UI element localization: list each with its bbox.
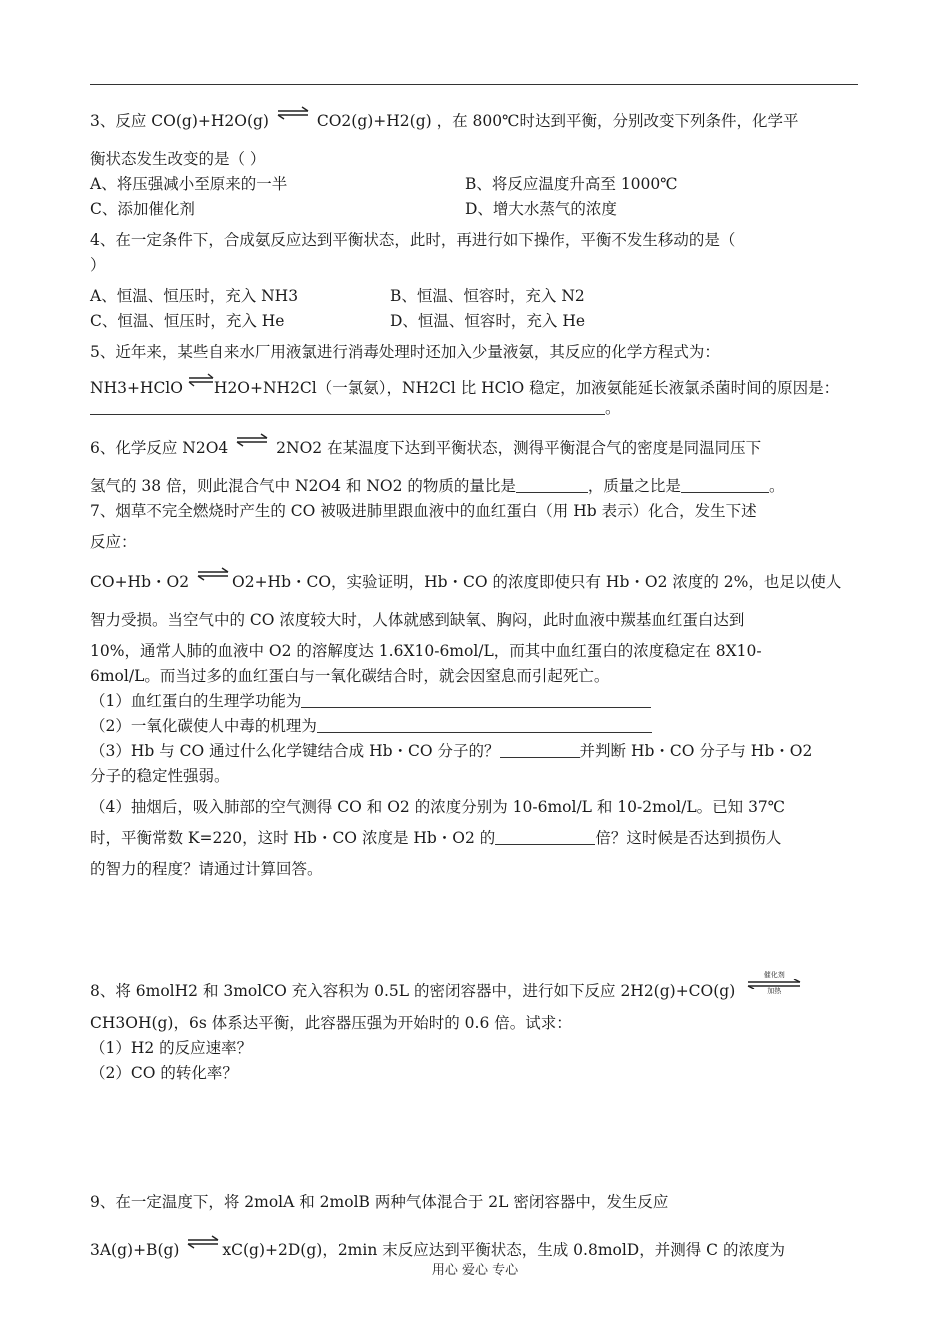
q7-line-2: 反应： bbox=[90, 533, 137, 551]
q3-text-a: 3、反应 CO(g)+H2O(g) bbox=[90, 112, 269, 130]
q6-blank-mass-ratio[interactable] bbox=[681, 474, 769, 493]
q4-line-2: ） bbox=[90, 256, 106, 274]
q3-line-1 bbox=[90, 104, 860, 129]
q8-sub-1: （1）H2 的反应速率？ bbox=[90, 1039, 253, 1057]
q3-options-ab bbox=[90, 172, 860, 197]
q7-sub-3-text-b: 并判断 Hb・CO 分子与 Hb・O2 bbox=[579, 742, 813, 760]
q6-text-b: 2NO2 在某温度下达到平衡状态，测得平衡混合气的密度是同温同压下 bbox=[276, 439, 762, 457]
q4-options-ab bbox=[90, 284, 860, 309]
q5-text-b: H2O+NH2Cl（一氯氨），NH2Cl 比 HClO 稳定，加液氨能延长液氯杀菌时间的原因是： bbox=[213, 379, 840, 397]
equilibrium-arrow-icon bbox=[276, 104, 310, 124]
q7-sub-4-blank[interactable] bbox=[495, 826, 595, 845]
q7-sub-1-blank[interactable] bbox=[301, 689, 651, 708]
q7-sub-3-text-a: （3）Hb 与 CO 通过什么化学键结合成 Hb・CO 分子的？ bbox=[90, 742, 500, 760]
equilibrium-arrow-icon bbox=[196, 565, 230, 585]
q5-line-1: 5、近年来，某些自来水厂用液氯进行消毒处理时还加入少量液氨，其反应的化学方程式为： bbox=[90, 343, 720, 361]
q5-text-a: NH3+HClO bbox=[90, 379, 183, 397]
q7-sub-3-cont: 分子的稳定性强弱。 bbox=[90, 767, 230, 785]
document-content bbox=[90, 104, 860, 1258]
q6-text-e: 。 bbox=[768, 477, 785, 495]
q7-line-6: 6mol/L。而当过多的血红蛋白与一氧化碳结合时，就会因窒息而引起死亡。 bbox=[90, 667, 610, 685]
q7-line-5: 10%，通常人肺的血液中 O2 的溶解度达 1.6X10-6mol/L，而其中血红蛋白的浓度稳定在 8X10- bbox=[90, 642, 762, 660]
q3-option-a: A、将压强减小至原来的一半 bbox=[90, 175, 288, 193]
q7-sub-4-cont-2: 的智力的程度？请通过计算回答。 bbox=[90, 860, 323, 878]
q8-line-1 bbox=[90, 968, 860, 1000]
q6-line-2 bbox=[90, 474, 860, 499]
equilibrium-arrow-icon bbox=[186, 1233, 220, 1253]
equilibrium-arrow-icon bbox=[188, 371, 214, 391]
q9-text-a: 3A(g)+B(g) bbox=[90, 1241, 180, 1259]
q3-option-b: B、将反应温度升高至 1000℃ bbox=[465, 175, 678, 193]
q6-text-d: ，质量之比是 bbox=[587, 477, 681, 495]
q7-sub-3 bbox=[90, 739, 860, 764]
q7-sub-4-text-a: 时，平衡常数 K=220，这时 Hb・CO 浓度是 Hb・O2 的 bbox=[90, 829, 496, 847]
q6-text-c: 氢气的 38 倍，则此混合气中 N2O4 和 NO2 的物质的量比是 bbox=[90, 477, 516, 495]
q4-option-a: A、恒温、恒压时，充入 NH3 bbox=[90, 287, 299, 305]
q5-answer-blank[interactable] bbox=[90, 396, 605, 415]
q7-sub-4-cont bbox=[90, 826, 860, 851]
q5-line-2 bbox=[90, 371, 860, 396]
equilibrium-arrow-icon bbox=[235, 431, 269, 451]
q6-text-a: 6、化学反应 N2O4 bbox=[90, 439, 229, 457]
q6-blank-mole-ratio[interactable] bbox=[516, 474, 588, 493]
q7-sub-1 bbox=[90, 689, 860, 714]
q4-option-c: C、恒温、恒压时，充入 He bbox=[90, 312, 285, 330]
q7-sub-2 bbox=[90, 714, 860, 739]
q7-line-4: 智力受损。当空气中的 CO 浓度较大时，人体就感到缺氧、胸闷，此时血液中羰基血红蛋白达到 bbox=[90, 611, 745, 629]
header-rule bbox=[90, 84, 858, 85]
q7-text-b: O2+Hb・CO，实验证明，Hb・CO 的浓度即使只有 Hb・O2 浓度的 2%，也足以使人 bbox=[232, 573, 842, 591]
q4-line-1: 4、在一定条件下，合成氨反应达到平衡状态，此时，再进行如下操作，平衡不发生移动的是（ bbox=[90, 231, 736, 249]
q3-options-cd bbox=[90, 197, 860, 222]
q4-option-d: D、恒温、恒容时，充入 He bbox=[390, 312, 586, 330]
page-footer: 用心 爱心 专心 bbox=[431, 1263, 519, 1278]
q3-text-b: CO2(g)+H2(g) ，在 800℃时达到平衡，分别改变下列条件，化学平 bbox=[316, 112, 799, 130]
q8-text-a: 8、将 6molH2 和 3molCO 充入容积为 0.5L 的密闭容器中，进行如下反应 2H2(g)+CO(g) bbox=[90, 982, 736, 1000]
q5-line-3 bbox=[90, 396, 860, 421]
q5-line-end: 。 bbox=[605, 399, 621, 417]
q9-line-2 bbox=[90, 1233, 860, 1258]
q3-option-c: C、添加催化剂 bbox=[90, 200, 195, 218]
q4-option-b: B、恒温、恒容时，充入 N2 bbox=[390, 287, 585, 305]
q7-sub-2-blank[interactable] bbox=[317, 714, 652, 733]
catalyst-label: 催化剂 bbox=[763, 971, 785, 979]
catalyst-arrow-icon bbox=[746, 968, 802, 998]
q8-line-2: CH3OH(g)，6s 体系达平衡，此容器压强为开始时的 0.6 倍。试求： bbox=[90, 1014, 572, 1032]
q8-sub-2: （2）CO 的转化率？ bbox=[90, 1064, 238, 1082]
q9-line-1: 9、在一定温度下，将 2molA 和 2molB 两种气体混合于 2L 密闭容器中，发生反应 bbox=[90, 1193, 669, 1211]
q7-line-1: 7、烟草不完全燃烧时产生的 CO 被吸进肺里跟血液中的血红蛋白（用 Hb 表示）化合，发生下述 bbox=[90, 502, 757, 520]
q7-line-3 bbox=[90, 565, 860, 590]
q9-text-b: xC(g)+2D(g)，2min 末反应达到平衡状态，生成 0.8molD，并测得 C 的浓度为 bbox=[222, 1241, 785, 1259]
heating-label: 加热 bbox=[767, 987, 782, 995]
q7-sub-4-text-b: 倍？这时候是否达到损伤人 bbox=[595, 829, 782, 847]
q7-sub-1-text: （1）血红蛋白的生理学功能为 bbox=[90, 692, 302, 710]
q7-sub-4: （4）抽烟后，吸入肺部的空气测得 CO 和 O2 的浓度分别为 10-6mol/L 和 10-2mol/L。已知 37℃ bbox=[90, 798, 786, 816]
q7-sub-2-text: （2）一氧化碳使人中毒的机理为 bbox=[90, 717, 317, 735]
q6-line-1 bbox=[90, 431, 860, 456]
q4-options-cd bbox=[90, 309, 860, 334]
q7-sub-3-blank[interactable] bbox=[500, 739, 580, 758]
q3-line-2: 衡状态发生改变的是（ ） bbox=[90, 150, 266, 168]
q7-text-a: CO+Hb・O2 bbox=[90, 573, 190, 591]
q3-option-d: D、增大水蒸气的浓度 bbox=[465, 200, 617, 218]
